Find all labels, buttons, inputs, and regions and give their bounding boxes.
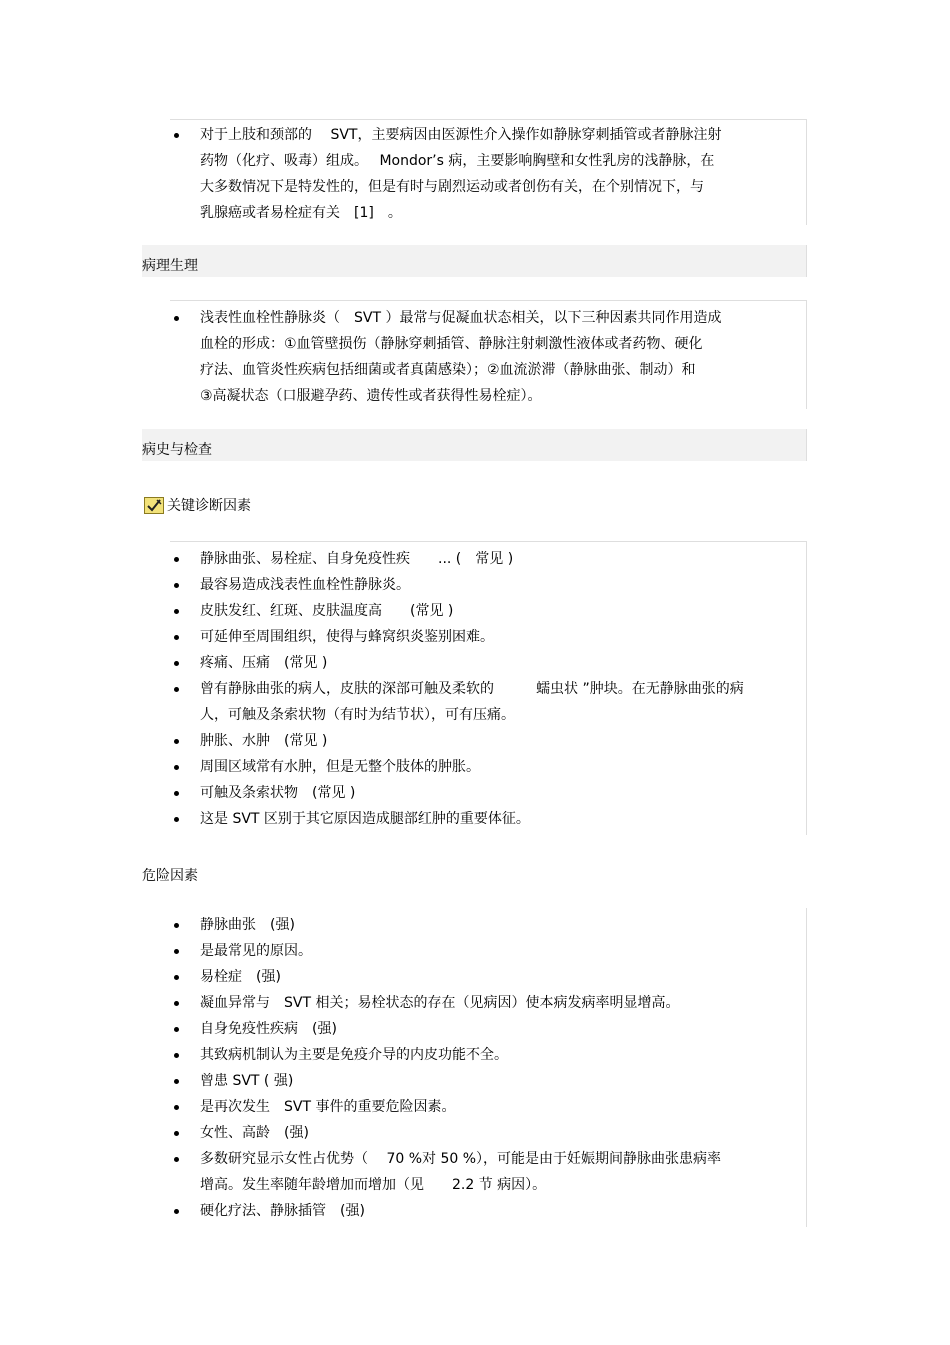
risk-factors-box	[170, 908, 807, 1227]
text-line: 药物（化疗、吸毒）组成。 Mondor’s 病，主要影响胸壁和女性乳房的浅静脉，在	[200, 153, 715, 169]
list-item	[170, 122, 806, 226]
bullet-icon	[174, 557, 179, 562]
section-title: 病史与检查	[142, 442, 212, 458]
text-line: 凝血异常与 SVT 相关；易栓状态的存在（见病因）使本病发病率明显增高。	[200, 995, 680, 1011]
bullet-icon	[174, 765, 179, 770]
text-line: 最容易造成浅表性血栓性静脉炎。	[200, 577, 410, 593]
bullet-icon	[174, 1027, 179, 1032]
text-line: 乳腺癌或者易栓症有关 [1] 。	[200, 205, 402, 221]
list-item	[170, 572, 806, 598]
text-line: 自身免疫性疾病 (强)	[200, 1021, 337, 1037]
list-item	[170, 676, 806, 728]
risk-factors-title: 危险因素	[142, 868, 198, 884]
text-line: 人，可触及条索状物（有时为结节状），可有压痛。	[200, 707, 515, 723]
list-item	[170, 1198, 806, 1224]
risk-factors-list	[170, 912, 806, 1224]
bullet-icon	[174, 1209, 179, 1214]
text-line: 硬化疗法、静脉插管 (强)	[200, 1203, 365, 1219]
text-line: 肿胀、水肿 (常见 )	[200, 733, 328, 749]
bullet-icon	[174, 817, 179, 822]
bullet-icon	[174, 1105, 179, 1110]
list-item	[170, 780, 806, 806]
text-line: 大多数情况下是特发性的，但是有时与剧烈运动或者创伤有关，在个别情况下，与	[200, 179, 704, 195]
text-line: 周围区域常有水肿，但是无整个肢体的肿胀。	[200, 759, 480, 775]
bullet-icon	[174, 1001, 179, 1006]
section-header-history	[142, 429, 807, 461]
list-item	[170, 305, 806, 409]
list-item	[170, 650, 806, 676]
bullet-icon	[174, 1079, 179, 1084]
bullet-icon	[174, 316, 179, 321]
list-item	[170, 938, 806, 964]
bullet-icon	[174, 583, 179, 588]
text-line: 这是 SVT 区别于其它原因造成腿部红肿的重要体征。	[200, 811, 530, 827]
bullet-icon	[174, 635, 179, 640]
list-item	[170, 1120, 806, 1146]
list-item	[170, 728, 806, 754]
key-factors-title: 关键诊断因素	[167, 498, 251, 514]
pathophysiology-box	[170, 300, 807, 409]
bullet-icon	[174, 133, 179, 138]
bullet-icon	[174, 975, 179, 980]
text-line: 女性、高龄 (强)	[200, 1125, 309, 1141]
list-item	[170, 598, 806, 624]
list-item	[170, 1042, 806, 1068]
list-item	[170, 964, 806, 990]
text-line: 其致病机制认为主要是免疫介导的内皮功能不全。	[200, 1047, 508, 1063]
intro-box	[170, 119, 807, 225]
bullet-icon	[174, 609, 179, 614]
text-line: 易栓症 (强)	[200, 969, 281, 985]
text-line: 静脉曲张、易栓症、自身免疫性疾 ... ( 常见 )	[200, 551, 514, 567]
text-line: 静脉曲张 (强)	[200, 917, 295, 933]
text-line: 可触及条索状物 (常见 )	[200, 785, 356, 801]
text-line: 浅表性血栓性静脉炎（ SVT ）最常与促凝血状态相关，以下三种因素共同作用造成	[200, 310, 722, 326]
text-line: 疗法、血管炎性疾病包括细菌或者真菌感染）；②血流淤滞（静脉曲张、制动）和	[200, 362, 696, 378]
bullet-icon	[174, 949, 179, 954]
list-item	[170, 754, 806, 780]
text-line: ③高凝状态（口服避孕药、遗传性或者获得性易栓症）。	[200, 388, 542, 404]
key-factors-list	[170, 546, 806, 832]
intro-list	[170, 122, 806, 226]
list-item	[170, 1146, 806, 1198]
bullet-icon	[174, 1157, 179, 1162]
list-item	[170, 624, 806, 650]
text-line: 曾患 SVT ( 强)	[200, 1073, 294, 1089]
text-line: 疼痛、压痛 (常见 )	[200, 655, 328, 671]
bullet-icon	[174, 687, 179, 692]
bullet-icon	[174, 1131, 179, 1136]
list-item	[170, 990, 806, 1016]
text-line: 可延伸至周围组织，使得与蜂窝织炎鉴别困难。	[200, 629, 494, 645]
key-factors-box	[170, 541, 807, 835]
section-header-pathophysiology	[142, 245, 807, 277]
list-item	[170, 1016, 806, 1042]
text-line: 是最常见的原因。	[200, 943, 312, 959]
list-item	[170, 912, 806, 938]
text-line: 对于上肢和颈部的 SVT，主要病因由医源性介入操作如静脉穿刺插管或者静脉注射	[200, 127, 722, 143]
text-line: 多数研究显示女性占优势（ 70 %对 50 %），可能是由于妊娠期间静脉曲张患病率	[200, 1151, 722, 1167]
bullet-icon	[174, 661, 179, 666]
pathophysiology-list	[170, 305, 806, 409]
list-item	[170, 806, 806, 832]
key-diagnosis-icon	[144, 497, 164, 514]
text-line: 曾有静脉曲张的病人，皮肤的深部可触及柔软的 蠕虫状 ”肿块。在无静脉曲张的病	[200, 681, 744, 697]
list-item	[170, 1094, 806, 1120]
risk-factors-heading	[142, 866, 198, 886]
bullet-icon	[174, 1053, 179, 1058]
list-item	[170, 546, 806, 572]
key-factors-heading	[144, 495, 251, 515]
text-line: 增高。发生率随年龄增加而增加（见 2.2 节 病因）。	[200, 1177, 547, 1193]
bullet-icon	[174, 791, 179, 796]
text-line: 血栓的形成：①血管壁损伤（静脉穿刺插管、静脉注射刺激性液体或者药物、硬化	[200, 336, 703, 352]
text-line: 是再次发生 SVT 事件的重要危险因素。	[200, 1099, 456, 1115]
list-item	[170, 1068, 806, 1094]
section-title: 病理生理	[142, 258, 198, 274]
bullet-icon	[174, 739, 179, 744]
text-line: 皮肤发红、红斑、皮肤温度高 (常见 )	[200, 603, 454, 619]
bullet-icon	[174, 923, 179, 928]
